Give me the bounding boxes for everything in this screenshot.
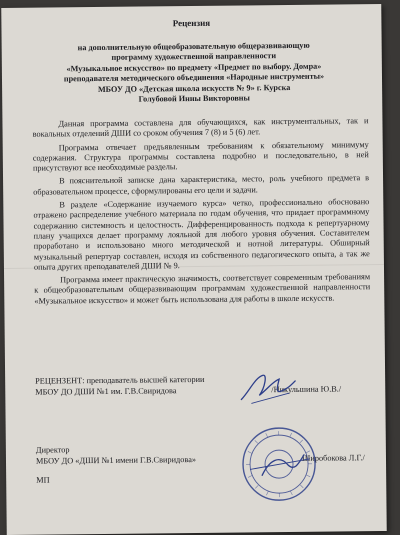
body-paragraph: Данная программа составлена для обучающихся, как инструментальных, так и вокальных отделений ДШИ со сроком обучения 7 (8) и 5 (6) лет. [32,116,368,140]
body-paragraph: Программа отвечает предъявленным требованиям к обязательному минимуму содержания. Структура программы составлена подробно и последовательно, в ней присутствуют все необходимые разделы. [33,140,369,174]
document-body [32,116,370,310]
review-document [1,4,386,535]
heading-line: МБОУ ДО «Детская школа искусств № 9» г. Курска [24,82,364,96]
heading-line: преподавателя методического объединения «Народные инструменты» [24,71,364,85]
heading-line: программу художественной направленности [24,51,364,65]
director-school: МБОУ ДО «ДШИ №1 имени Г.В.Свиридова» [36,455,196,467]
heading-line: «Музыкальное искусство» по предмету «Предмет по выбору. Домра» [24,61,364,75]
director-label: Директор [36,445,70,456]
body-paragraph: Программа имеет практическую значимость, соответствует современным требованиям к общеобразовательным общеразвивающим программам художественной направленности «Музыкальное искусство» и может быть использована для работы в школе искусств. [34,272,370,306]
body-paragraph: В пояснительной записке дана характеристика, место, роль учебного предмета в образовательном процессе, сформулированы его цели и задачи. [33,174,369,198]
reviewer-signature-icon [237,369,297,410]
document-title: Рецензия [1,16,381,30]
official-stamp-icon [240,425,319,504]
heading-line: Голубовой Инны Викторовны [24,92,364,106]
document-heading [24,40,365,106]
stamp-place-label: МП [36,476,49,487]
reviewer-name: /Никульшина Ю.В./ [271,384,341,395]
reviewer-title: РЕЦЕНЗЕНТ: преподаватель высшей категории [35,375,204,387]
body-paragraph: В разделе «Содержание изучаемого курса» четко, профессионально обосновано отражено распределение учебного материала по годам обучения, что придает программному содержанию системность и целостность. Дифференцированность подхода к репертуарному плану учащихся делает программу лояльной для любого уровня обучения. Составителем проработано и использовано много методической и нотной литературы. Обширный музыкальный репертуар составлен, исходя из собственного педагогического опыта, а так же опыта других преподавателей ДШИ № 9. [33,197,370,273]
heading-line: на дополнительную общеобразовательную общеразвивающую [24,40,364,54]
reviewer-school: МБОУ ДО ДШИ №1 им. Г.В.Свиридова [35,386,176,398]
director-name: Широбокова Л.Г./ [302,453,365,464]
